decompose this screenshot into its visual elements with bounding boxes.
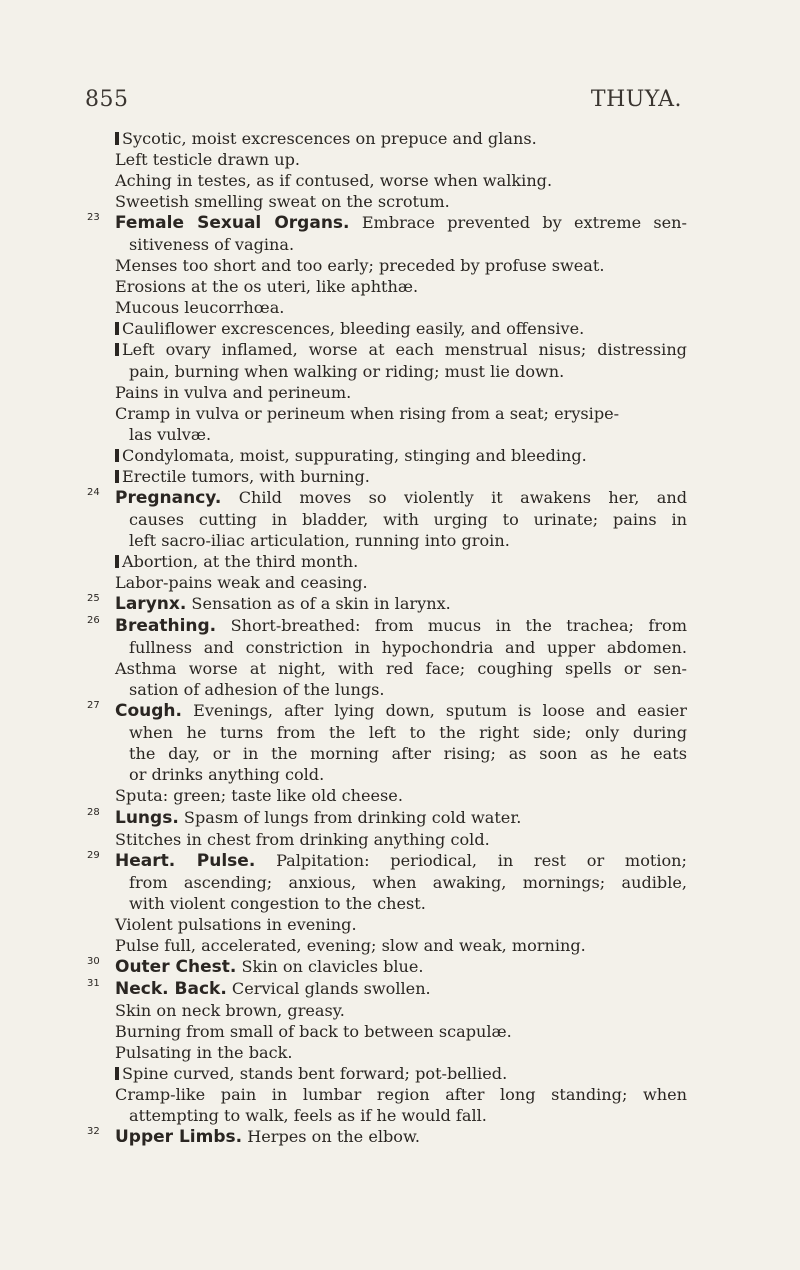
text-line <box>87 445 687 466</box>
running-title: THUYA. <box>590 87 682 112</box>
text-line <box>87 1105 687 1126</box>
section-line <box>87 807 687 829</box>
text-line <box>87 637 687 658</box>
section-number: 24 <box>87 486 100 498</box>
section-heading: Larynx. <box>115 594 187 615</box>
line-text: Spasm of lungs from drinking cold water. <box>183 807 522 827</box>
line-text: Sensation as of a skin in larynx. <box>191 594 451 614</box>
line-text: Evenings, after lying down, sputum is loose and easier <box>193 701 687 721</box>
line-text: Pulsating in the back. <box>115 1043 293 1063</box>
line-text: Cramp in vulva or perineum when rising from a seat; erysipe- <box>115 403 620 423</box>
text-line <box>87 276 687 297</box>
text-line <box>87 679 687 700</box>
section-number: 23 <box>87 212 100 224</box>
line-text: Sputa: green; taste like old cheese. <box>115 786 403 806</box>
section-heading: Pregnancy. <box>115 487 222 508</box>
line-text: from ascending; anxious, when awaking, mornings; audible, <box>129 872 687 892</box>
line-text: Asthma worse at night, with red face; coughing spells or sen- <box>115 659 687 679</box>
line-text: fullness and constriction in hypochondria and upper abdomen. <box>129 638 687 658</box>
text-line <box>87 382 687 403</box>
line-text: Sycotic, moist excrescences on prepuce and glans. <box>122 129 537 148</box>
text-line <box>87 466 687 487</box>
line-text: Child moves so violently it awakens her, and <box>238 487 687 507</box>
text-line <box>87 403 687 424</box>
text-line <box>87 297 687 318</box>
text-line <box>87 572 687 593</box>
text-line <box>87 1063 687 1084</box>
section-heading: Upper Limbs. <box>115 1127 243 1148</box>
line-text: Labor-pains weak and ceasing. <box>115 572 368 592</box>
line-text: Cervical glands swollen. <box>231 978 431 998</box>
line-text: pain, burning when walking or riding; must lie down. <box>129 361 565 381</box>
line-text: Stitches in chest from drinking anything cold. <box>115 829 490 849</box>
line-text: Sweetish smelling sweat on the scrotum. <box>115 192 450 212</box>
section-line <box>87 615 687 637</box>
section-line <box>87 593 687 615</box>
line-text: Palpitation: periodical, in rest or motion; <box>276 850 687 870</box>
text-line <box>87 361 687 382</box>
line-text: left sacro-iliac articulation, running into groin. <box>129 530 510 550</box>
section-number: 29 <box>87 849 100 861</box>
line-text: Pains in vulva and perineum. <box>115 382 352 402</box>
text-line <box>87 1000 687 1021</box>
section-line <box>87 1126 687 1148</box>
line-text: Erectile tumors, with burning. <box>122 466 370 486</box>
line-text: Cramp-like pain in lumbar region after long standing; when <box>115 1085 687 1105</box>
text-line <box>87 1021 687 1042</box>
text-line <box>87 872 687 893</box>
emphasis-bar-icon <box>115 555 119 568</box>
line-text: Skin on clavicles blue. <box>241 956 424 976</box>
line-text: Cauliflower excrescences, bleeding easily, and offensive. <box>122 319 585 339</box>
section-heading: Heart. Pulse. <box>115 850 256 871</box>
section-heading: Outer Chest. <box>115 956 237 977</box>
text-line <box>87 743 687 764</box>
emphasis-bar-icon <box>115 1067 119 1080</box>
section-number: 28 <box>87 806 100 818</box>
text-line <box>87 339 687 360</box>
line-text: Violent pulsations in evening. <box>115 914 357 934</box>
line-text: Skin on neck brown, greasy. <box>115 1000 345 1020</box>
text-line <box>87 658 687 679</box>
line-text: or drinks anything cold. <box>129 765 325 785</box>
section-line <box>87 978 687 1000</box>
text-line <box>87 509 687 530</box>
line-text: Spine curved, stands bent forward; pot-bellied. <box>122 1064 508 1084</box>
line-text: sation of adhesion of the lungs. <box>129 680 385 700</box>
section-number: 27 <box>87 700 100 712</box>
section-heading: Neck. Back. <box>115 978 227 999</box>
section-number: 30 <box>87 955 100 967</box>
text-line <box>87 914 687 935</box>
line-text: Left testicle drawn up. <box>115 150 301 170</box>
line-text: sitiveness of vagina. <box>129 235 295 255</box>
text-line <box>87 1042 687 1063</box>
text-line <box>87 128 687 149</box>
text-body <box>87 128 687 1148</box>
section-line <box>87 956 687 978</box>
text-line <box>87 424 687 445</box>
text-line <box>87 1084 687 1105</box>
text-line <box>87 234 687 255</box>
text-line <box>87 785 687 806</box>
line-text: Short-breathed: from mucus in the trachea; from <box>230 616 688 636</box>
section-heading: Lungs. <box>115 807 179 828</box>
section-line <box>87 700 687 722</box>
page-number: 855 <box>85 87 129 112</box>
section-line <box>87 487 687 509</box>
section-heading: Breathing. <box>115 616 217 637</box>
running-header <box>85 87 682 112</box>
line-text: Herpes on the elbow. <box>247 1127 420 1147</box>
text-line <box>87 170 687 191</box>
emphasis-bar-icon <box>115 132 119 145</box>
line-text: Aching in testes, as if contused, worse when walking. <box>115 171 553 191</box>
line-text: causes cutting in bladder, with urging to urinate; pains in <box>129 509 687 529</box>
line-text: Menses too short and too early; preceded by profuse sweat. <box>115 256 605 276</box>
section-line <box>87 850 687 872</box>
text-line <box>87 530 687 551</box>
line-text: Mucous leucorrhœa. <box>115 298 285 318</box>
line-text: Pulse full, accelerated, evening; slow and weak, morning. <box>115 935 586 955</box>
emphasis-bar-icon <box>115 449 119 462</box>
text-line <box>87 893 687 914</box>
section-number: 26 <box>87 615 100 627</box>
line-text: Abortion, at the third month. <box>122 551 359 571</box>
line-text: with violent congestion to the chest. <box>129 893 426 913</box>
line-text: when he turns from the left to the right side; only during <box>129 723 687 743</box>
text-line <box>87 255 687 276</box>
line-text: las vulvæ. <box>129 424 212 444</box>
text-line <box>87 318 687 339</box>
line-text: Erosions at the os uteri, like aphthæ. <box>115 277 419 297</box>
text-line <box>87 551 687 572</box>
line-text: the day, or in the morning after rising; as soon as he eats <box>129 744 687 764</box>
text-line <box>87 722 687 743</box>
section-number: 32 <box>87 1126 100 1138</box>
text-line <box>87 829 687 850</box>
text-line <box>87 764 687 785</box>
text-line <box>87 149 687 170</box>
text-line <box>87 191 687 212</box>
line-text: attempting to walk, feels as if he would fall. <box>129 1106 487 1126</box>
text-line <box>87 935 687 956</box>
section-heading: Cough. <box>115 701 182 722</box>
line-text: Embrace prevented by extreme sen- <box>361 213 687 233</box>
line-text: Burning from small of back to between scapulæ. <box>115 1021 512 1041</box>
section-heading: Female Sexual Organs. <box>115 213 350 234</box>
emphasis-bar-icon <box>115 343 119 356</box>
line-text: Condylomata, moist, suppurating, stinging and bleeding. <box>122 445 587 465</box>
section-line <box>87 212 687 234</box>
section-number: 31 <box>87 977 100 989</box>
emphasis-bar-icon <box>115 322 119 335</box>
line-text: Left ovary inflamed, worse at each menstrual nisus; distressing <box>122 340 687 360</box>
section-number: 25 <box>87 593 100 605</box>
emphasis-bar-icon <box>115 470 119 483</box>
